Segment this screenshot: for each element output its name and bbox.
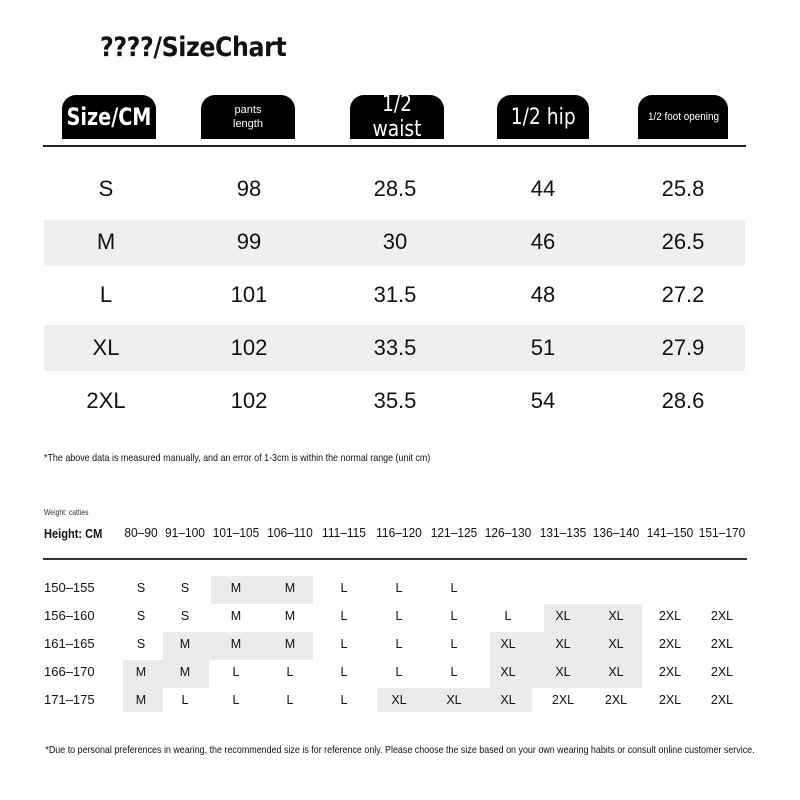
recommended-size-cell: L <box>504 609 512 623</box>
recommended-size-cell: XL <box>555 609 571 623</box>
size-cell: 28.6 <box>661 388 705 413</box>
weight-label: Weight: catties <box>44 508 89 517</box>
header-pants-length <box>201 95 295 139</box>
recommended-size-cell: L <box>450 581 458 595</box>
height-row-label: 161–165 <box>44 636 95 651</box>
header-hip-label: 1/2 hip <box>510 104 576 130</box>
size-cell: 99 <box>236 229 262 254</box>
recommended-size-cell: L <box>340 637 348 651</box>
recommended-size-cell: XL <box>500 637 516 651</box>
weight-column-header: 106–110 <box>267 525 313 540</box>
recommended-size-cell: XL <box>446 693 462 707</box>
size-cell: 98 <box>236 176 262 201</box>
recommended-size-cell: L <box>395 637 403 651</box>
size-cell: XL <box>92 335 120 360</box>
recommended-size-cell: XL <box>391 693 407 707</box>
recommended-size-cell: L <box>340 609 348 623</box>
header-pants-length-label: pants length <box>233 104 263 130</box>
recommended-size-cell: S <box>180 581 190 595</box>
size-cell: 46 <box>530 229 556 254</box>
recommended-size-cell: XL <box>608 637 624 651</box>
size-cell: 101 <box>230 282 268 307</box>
recommended-size-cell: M <box>284 609 296 623</box>
size-cell: 51 <box>530 335 556 360</box>
recommended-size-cell: L <box>181 693 189 707</box>
recommended-size-cell: XL <box>608 609 624 623</box>
size-cell: 44 <box>530 176 556 201</box>
recommended-size-cell: XL <box>500 665 516 679</box>
weight-column-header: 136–140 <box>592 525 640 540</box>
header-waist <box>350 95 444 139</box>
height-row-label: 156–160 <box>44 608 95 623</box>
size-cell: 30 <box>382 229 408 254</box>
recommended-size-cell: M <box>179 637 191 651</box>
size-cell: 2XL <box>86 388 126 413</box>
recommended-size-cell: 2XL <box>551 693 575 707</box>
recommend-note <box>0 742 800 759</box>
recommended-size-cell: 2XL <box>658 693 682 707</box>
header-hip <box>497 95 589 139</box>
recommended-size-cell: 2XL <box>658 609 682 623</box>
recommended-size-cell: M <box>230 581 242 595</box>
size-cell: 102 <box>230 335 268 360</box>
size-cell: S <box>98 176 114 201</box>
weight-column-header: 111–115 <box>322 525 366 540</box>
recommended-size-cell: L <box>395 665 403 679</box>
header-size <box>62 95 156 139</box>
header-waist-label: 1/2 waist <box>372 95 422 139</box>
recommended-size-cell: 2XL <box>710 609 734 623</box>
recommended-size-cell: L <box>395 581 403 595</box>
height-row-label: 171–175 <box>44 692 95 707</box>
measurement-note: *The above data is measured manually, and an error of 1-3cm is within the normal range (unit cm) <box>44 452 431 464</box>
size-cell: 35.5 <box>373 388 417 413</box>
height-label: Height: CM <box>44 526 103 541</box>
weight-column-header: 151–170 <box>698 525 746 540</box>
weight-column-header: 141–150 <box>646 525 694 540</box>
weight-column-header: 121–125 <box>430 525 478 540</box>
recommended-size-cell: L <box>286 665 294 679</box>
recommended-size-cell: XL <box>555 665 571 679</box>
recommended-size-cell: 2XL <box>710 637 734 651</box>
size-cell: 33.5 <box>373 335 417 360</box>
recommended-size-cell: L <box>340 581 348 595</box>
recommended-size-cell: 2XL <box>604 693 628 707</box>
recommended-size-cell: 2XL <box>710 693 734 707</box>
recommended-size-cell: M <box>135 693 147 707</box>
size-cell: 102 <box>230 388 268 413</box>
header-foot-opening <box>638 95 728 139</box>
weight-column-header: 131–135 <box>539 525 587 540</box>
recommended-size-cell: XL <box>608 665 624 679</box>
recommended-size-cell: L <box>340 665 348 679</box>
size-cell: L <box>99 282 113 307</box>
recommended-size-cell: L <box>340 693 348 707</box>
size-cell: 27.2 <box>661 282 705 307</box>
recommended-size-cell: L <box>286 693 294 707</box>
weight-column-header: 91–100 <box>165 525 205 540</box>
size-cell: 54 <box>530 388 556 413</box>
recommended-size-cell: 2XL <box>658 637 682 651</box>
recommended-size-cell: L <box>232 693 240 707</box>
recommended-size-cell: XL <box>500 693 516 707</box>
recommended-size-cell: L <box>395 609 403 623</box>
recommended-size-cell: L <box>232 665 240 679</box>
weight-column-header: 80–90 <box>124 525 158 540</box>
recommended-size-cell: L <box>450 637 458 651</box>
recommended-size-cell: L <box>450 665 458 679</box>
header-foot-opening-label: 1/2 foot opening <box>647 111 719 123</box>
recommended-size-cell: S <box>180 609 190 623</box>
size-cell: 25.8 <box>661 176 705 201</box>
size-cell: M <box>96 229 116 254</box>
header-divider <box>43 145 746 147</box>
recommended-size-cell: S <box>136 581 146 595</box>
height-row-label: 150–155 <box>44 580 95 595</box>
recommended-size-cell: M <box>179 665 191 679</box>
recommended-size-cell: XL <box>555 637 571 651</box>
recommended-size-cell: M <box>135 665 147 679</box>
recommended-size-cell: M <box>284 637 296 651</box>
header-size-label: Size/CM <box>66 103 152 131</box>
size-cell: 31.5 <box>373 282 417 307</box>
recommended-size-cell: 2XL <box>710 665 734 679</box>
weight-column-header: 126–130 <box>484 525 532 540</box>
recommended-size-cell: M <box>284 581 296 595</box>
recommended-size-cell: S <box>136 609 146 623</box>
size-cell: 27.9 <box>661 335 705 360</box>
recommended-size-cell: 2XL <box>658 665 682 679</box>
page-title: ????/SizeChart <box>100 32 287 63</box>
recommended-size-cell: M <box>230 637 242 651</box>
recommended-size-cell: M <box>230 609 242 623</box>
recommend-divider <box>43 558 747 560</box>
recommend-note-text: *Due to personal preferences in wearing, the recommended size is for reference only. Please choose the size based on your own wearing habits or consult online customer service. <box>45 744 755 756</box>
recommended-size-cell: S <box>136 637 146 651</box>
weight-column-header: 116–120 <box>376 525 422 540</box>
size-cell: 48 <box>530 282 556 307</box>
recommended-size-cell: L <box>450 609 458 623</box>
size-cell: 28.5 <box>373 176 417 201</box>
weight-column-header: 101–105 <box>212 525 260 540</box>
height-row-label: 166–170 <box>44 664 95 679</box>
size-cell: 26.5 <box>661 229 705 254</box>
